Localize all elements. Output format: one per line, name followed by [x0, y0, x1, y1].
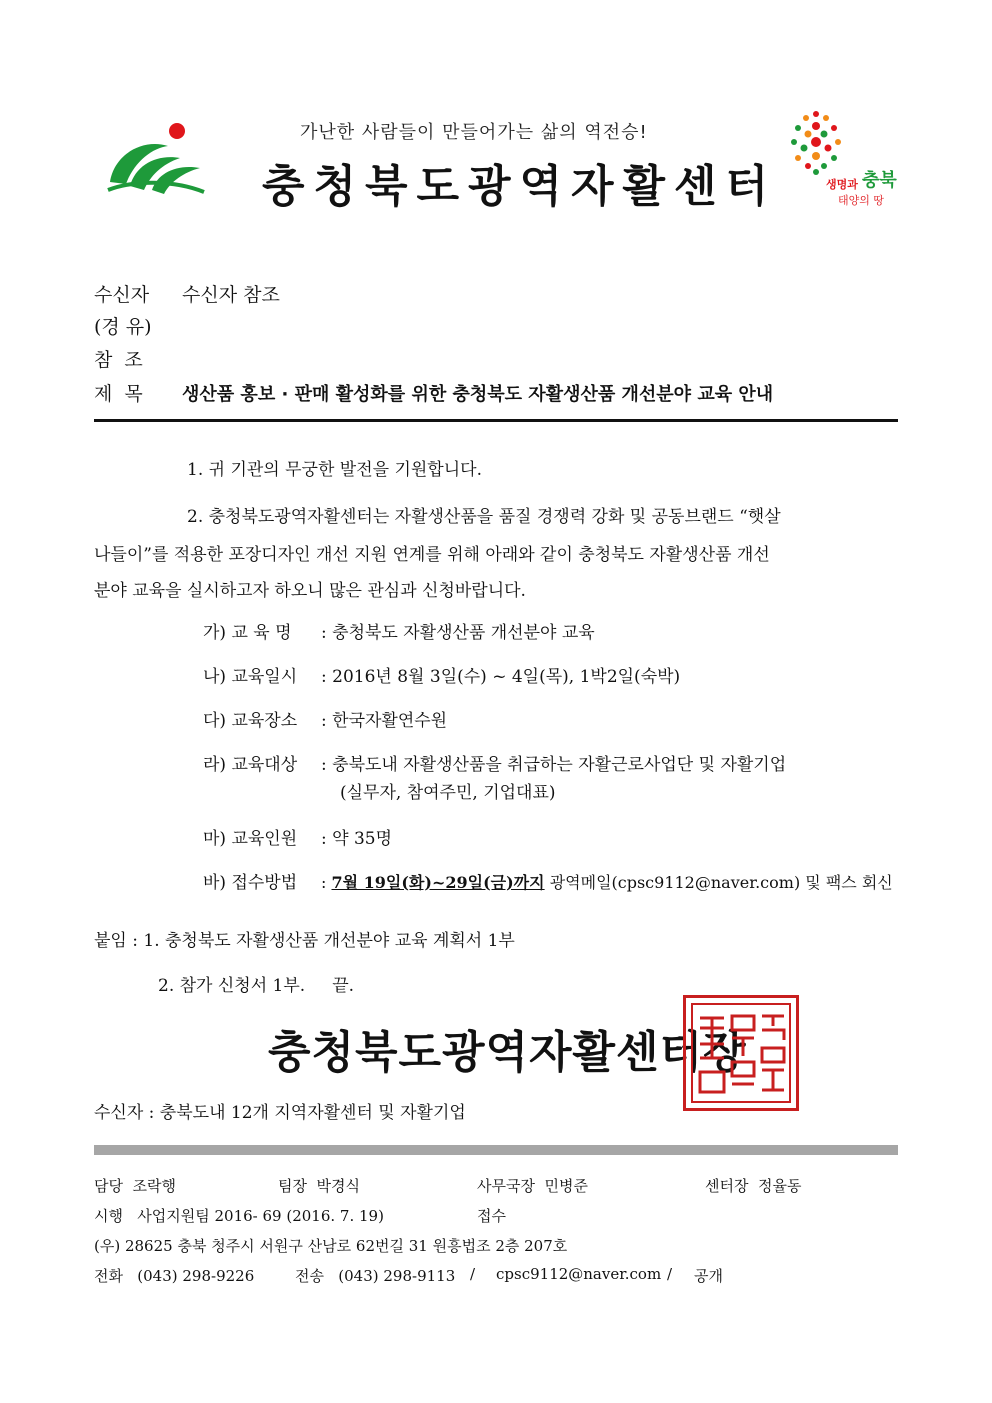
signature-title: 충청북도광역자활센터장: [268, 1027, 747, 1078]
item-key: 바) 접수방법: [203, 873, 298, 893]
item-key: 가) 교 육 명: [203, 623, 292, 643]
item-key: 나) 교육일시: [203, 667, 298, 687]
item-value: 2016년 8월 3일(수) ~ 4일(목), 1박2일(숙박): [332, 667, 681, 687]
staff-role: 사무국장: [477, 1177, 535, 1195]
item-colon: :: [321, 873, 327, 892]
email-link[interactable]: cpsc9112@naver.com: [496, 1265, 662, 1283]
deadline-text: 7월 19일(화)~29일(금)까지: [331, 873, 545, 892]
right-logo-small-text: 생명과: [826, 178, 858, 191]
chungbuk-logo-icon: [104, 120, 208, 202]
staff-role: 센터장: [705, 1177, 749, 1195]
paragraph-2-line-2: 나들이”를 적용한 포장디자인 개선 지원 연계를 위해 아래와 같이 충청북도 자활생산품 개선: [94, 545, 770, 565]
paragraph-2-line-3: 분야 교육을 실시하고자 하오니 많은 관심과 신청바랍니다.: [94, 581, 526, 601]
item-colon: :: [321, 829, 327, 849]
right-logo-subtext: 태양의 땅: [838, 194, 885, 207]
via-label: (경 유): [94, 316, 152, 338]
enforcement-line: 시행 사업지원팀 2016- 69 (2016. 7. 19): [94, 1207, 384, 1225]
sun-dots-logo-icon: [786, 108, 846, 180]
staff-name: 조락행: [132, 1177, 177, 1195]
subject-value: 생산품 홍보 · 판매 활성화를 위한 충청북도 자활생산품 개선분야 교육 안내: [182, 384, 774, 405]
address-line: (우) 28625 충북 청주시 서원구 산남로 62번길 31 원흥법조 2층 207호: [94, 1237, 568, 1255]
subject-row: [94, 379, 773, 406]
item-value: 충청북도 자활생산품 개선분야 교육: [332, 623, 595, 643]
reference-label: 참 조: [94, 349, 143, 371]
public-label: 공개: [694, 1267, 723, 1285]
paragraph-2-line-1: 2. 충청북도광역자활센터는 자활생산품을 품질 경쟁력 강화 및 공동브랜드 “햇살: [187, 507, 781, 527]
recipient-row: [94, 280, 280, 307]
item-title: [203, 618, 595, 643]
reference-row: [94, 345, 182, 372]
item-application: [203, 868, 893, 893]
item-date: [203, 662, 680, 687]
right-logo-big-text: 충북: [862, 170, 897, 191]
subject-label: 제 목: [94, 383, 143, 405]
item-key: 다) 교육장소: [203, 711, 298, 731]
staff-secretary-general: [477, 1175, 588, 1196]
header-divider: [94, 419, 898, 422]
item-target: [203, 750, 786, 775]
item-colon: :: [321, 623, 327, 643]
attachment-line-2: 2. 참가 신청서 1부. 끝.: [158, 976, 355, 996]
staff-name: 정율동: [758, 1177, 802, 1195]
item-target-detail: (실무자, 참여주민, 기업대표): [340, 783, 556, 803]
item-colon: :: [321, 711, 327, 731]
official-seal-icon: [683, 995, 799, 1111]
separator: /: [667, 1265, 673, 1283]
staff-charge: [94, 1175, 176, 1196]
footer-divider: [94, 1145, 898, 1155]
item-value: 광역메일(cpsc9112@naver.com) 및 팩스 회신: [544, 873, 893, 892]
paragraph-1: 1. 귀 기관의 무궁한 발전을 기원합니다.: [187, 460, 482, 480]
slogan: 가난한 사람들이 만들어가는 삶의 역전승!: [300, 122, 648, 143]
receipt-label: 접수: [477, 1207, 506, 1225]
org-title: 충청북도광역자활센터: [262, 161, 778, 212]
item-value: 한국자활연수원: [332, 711, 448, 731]
item-value: 충북도내 자활생산품을 취급하는 자활근로사업단 및 자활기업: [332, 755, 787, 775]
via-row: [94, 312, 182, 339]
item-colon: :: [321, 755, 327, 775]
staff-role: 팀장: [278, 1177, 307, 1195]
staff-role: 담당: [94, 1177, 123, 1195]
recipient-value: 수신자 참조: [182, 284, 280, 306]
item-key: 마) 교육인원: [203, 829, 298, 849]
staff-name: 민병준: [544, 1177, 588, 1195]
staff-center-head: [705, 1175, 802, 1196]
fax-line: 전송 (043) 298-9113: [295, 1267, 456, 1285]
phone-line: 전화 (043) 298-9226: [94, 1267, 255, 1285]
staff-name: 박경식: [316, 1177, 361, 1195]
recipient-label: 수신자: [94, 284, 150, 306]
item-value: 약 35명: [332, 829, 393, 849]
item-key: 라) 교육대상: [203, 755, 298, 775]
recipients-line: 수신자 : 충북도내 12개 지역자활센터 및 자활기업: [94, 1103, 466, 1123]
attachment-line-1: 붙임 : 1. 충청북도 자활생산품 개선분야 교육 계획서 1부: [94, 931, 515, 951]
separator: /: [470, 1265, 476, 1283]
item-venue: [203, 706, 447, 731]
item-headcount: [203, 824, 392, 849]
staff-team-lead: [278, 1175, 360, 1196]
item-colon: :: [321, 667, 327, 687]
